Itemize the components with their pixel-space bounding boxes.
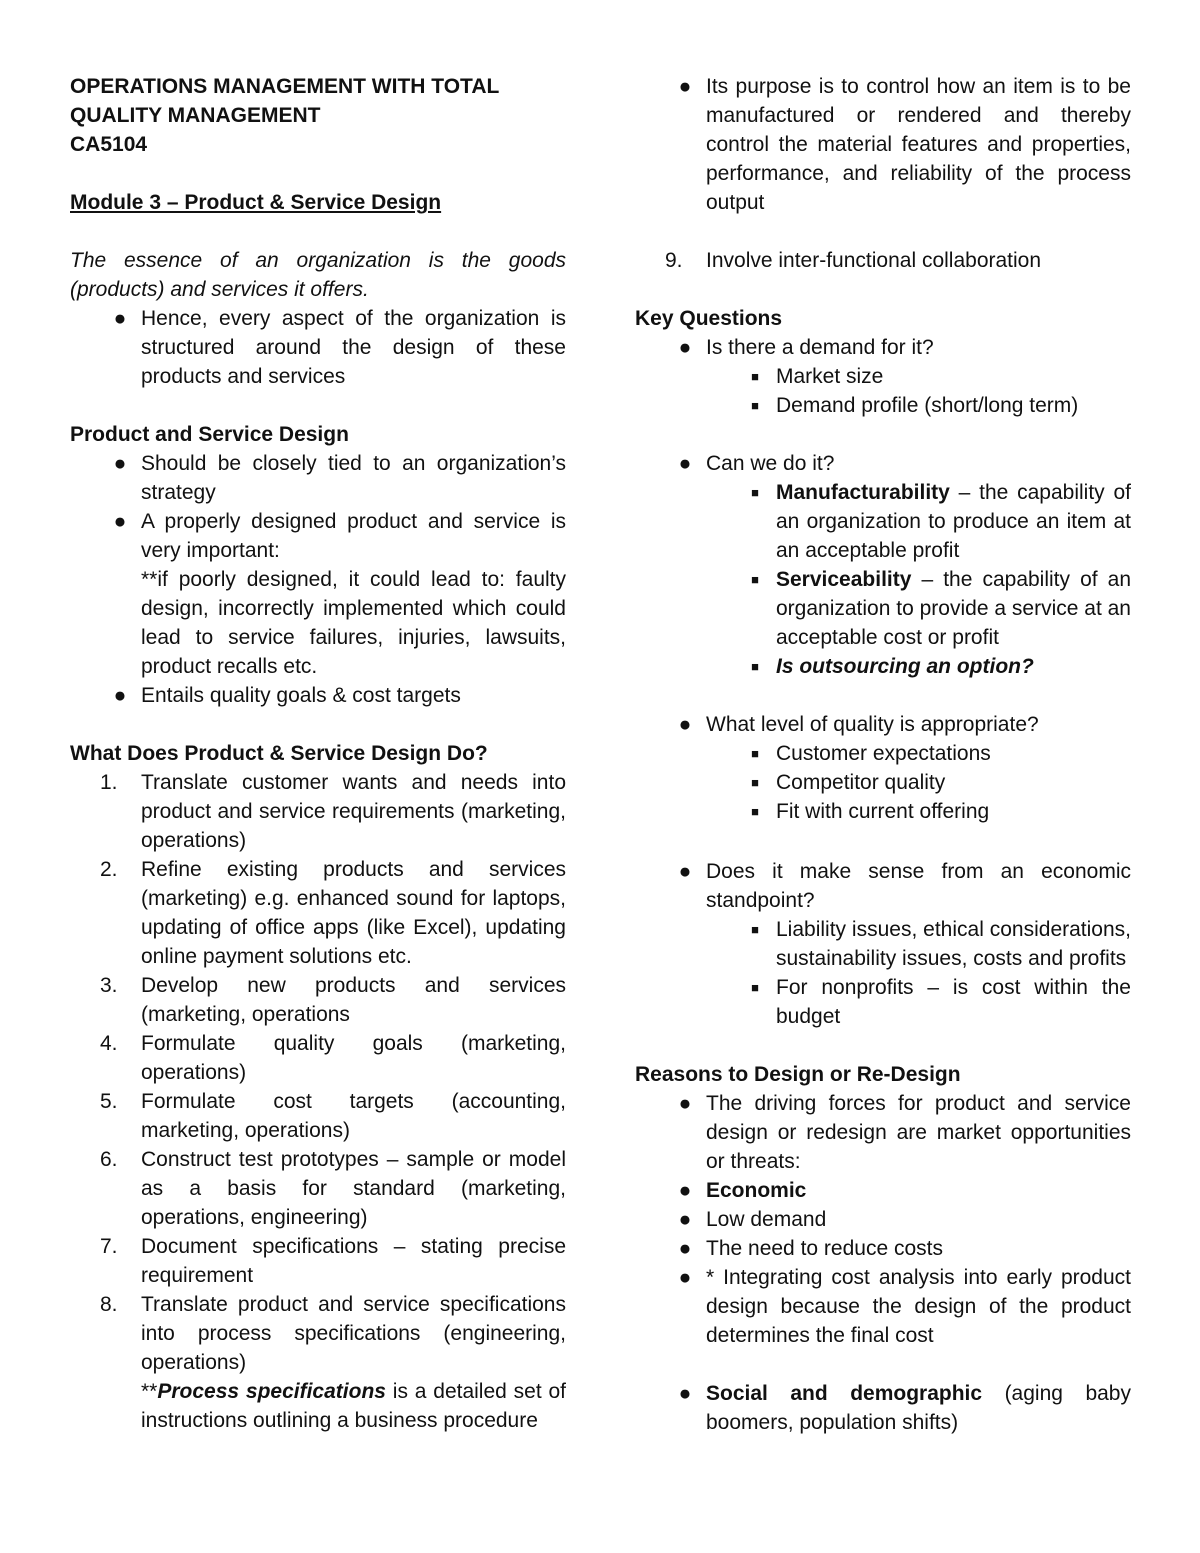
section-heading-product-service-design: Product and Service Design — [70, 423, 349, 446]
list-item: ● What level of quality is appropriate? — [635, 710, 1131, 739]
bullet-icon: ● — [678, 1092, 692, 1115]
sub-list-item: ■ Market size — [635, 362, 1131, 391]
list-item: ● Its purpose is to control how an item is to be manufactured or rendered and thereby control the material features and properties, performance, and reliability of the process output — [635, 72, 1131, 217]
section-heading-reasons-to-design: Reasons to Design or Re-Design — [635, 1063, 961, 1086]
bullet-icon: ● — [678, 713, 692, 736]
list-item: ● A properly designed product and service is very important: — [70, 507, 566, 565]
sub-list-item: ■ For nonprofits – is cost within the budget — [635, 973, 1131, 1031]
bullet-icon: ● — [678, 1179, 692, 1202]
list-item: ● The need to reduce costs — [635, 1234, 1131, 1263]
square-bullet-icon: ■ — [751, 572, 759, 587]
bullet-icon: ● — [113, 510, 127, 533]
numbered-item: 4. Formulate quality goals (marketing, operations) — [100, 1032, 566, 1084]
list-item: ● Should be closely tied to an organization’s strategy — [70, 449, 566, 507]
section-heading-what-does-design-do: What Does Product & Service Design Do? — [70, 742, 488, 765]
bullet-icon: ● — [113, 684, 127, 707]
numbered-item: 1. Translate customer wants and needs into product and service requirements (marketing, operations) — [100, 771, 566, 852]
bullet-icon: ● — [678, 1382, 692, 1405]
poor-design-note: **if poorly designed, it could lead to: faulty design, incorrectly implemented which could lead to service failures, injuries, lawsuits, product recalls etc. — [141, 568, 566, 678]
course-title-line-2: QUALITY MANAGEMENT — [70, 104, 321, 127]
sub-list-item: ■ Fit with current offering — [635, 797, 1131, 826]
bullet-icon: ● — [678, 336, 692, 359]
bullet-icon: ● — [678, 1208, 692, 1231]
list-item: ● Social and demographic (aging baby boomers, population shifts) — [635, 1379, 1131, 1437]
sub-list-item: ■ Is outsourcing an option? — [635, 652, 1131, 681]
square-bullet-icon: ■ — [751, 775, 759, 790]
bullet-icon: ● — [678, 860, 692, 883]
sub-list-item: ■ Serviceability – the capability of an organization to provide a service at an acceptable cost or profit — [635, 565, 1131, 652]
intro-text: The essence of an organization is the goods (products) and services it offers. — [70, 249, 566, 301]
numbered-item: 9. Involve inter-functional collaboration — [665, 249, 1042, 272]
sub-list-item: ■ Manufacturability – the capability of an organization to produce an item at an acceptable profit — [635, 478, 1131, 565]
numbered-item: 7. Document specifications – stating precise requirement — [100, 1235, 566, 1287]
numbered-item: 2. Refine existing products and services (marketing) e.g. enhanced sound for laptops, updating of office apps (like Excel), updating online payment solutions etc. — [100, 858, 566, 968]
square-bullet-icon: ■ — [751, 659, 759, 674]
module-title: Module 3 – Product & Service Design — [70, 191, 442, 214]
section-heading-key-questions: Key Questions — [635, 307, 783, 330]
numbered-item: 8. Translate product and service specifications into process specifications (engineering, operations) — [100, 1293, 566, 1374]
process-spec-note: **Process specifications is a detailed set of instructions outlining a business procedure — [141, 1380, 566, 1432]
square-bullet-icon: ■ — [751, 746, 759, 761]
sub-list-item: ■ Demand profile (short/long term) — [635, 391, 1131, 420]
list-item: ● Can we do it? — [635, 449, 1131, 478]
square-bullet-icon: ■ — [751, 369, 759, 384]
bullet-icon: ● — [113, 452, 127, 475]
bullet-icon: ● — [678, 1266, 692, 1289]
list-item: ● Entails quality goals & cost targets — [70, 681, 566, 710]
square-bullet-icon: ■ — [751, 922, 759, 937]
right-column — [635, 72, 1131, 1437]
numbered-item: 5. Formulate cost targets (accounting, marketing, operations) — [100, 1090, 566, 1142]
list-item: ● * Integrating cost analysis into early product design because the design of the product determines the final cost — [635, 1263, 1131, 1350]
square-bullet-icon: ■ — [751, 980, 759, 995]
bullet-icon: ● — [113, 307, 127, 330]
sub-list-item: ■ Liability issues, ethical considerations, sustainability issues, costs and profits — [635, 915, 1131, 973]
bullet-icon: ● — [678, 1237, 692, 1260]
numbered-item: 6. Construct test prototypes – sample or model as a basis for standard (marketing, operations, engineering) — [100, 1148, 566, 1229]
list-item: ● Economic — [635, 1176, 1131, 1205]
bullet-icon: ● — [678, 75, 692, 98]
square-bullet-icon: ■ — [751, 804, 759, 819]
list-item: ● Is there a demand for it? — [635, 333, 1131, 362]
bullet-icon: ● — [678, 452, 692, 475]
course-title-line-1: OPERATIONS MANAGEMENT WITH TOTAL — [70, 75, 500, 98]
list-item: ● Does it make sense from an economic standpoint? — [635, 857, 1131, 915]
square-bullet-icon: ■ — [751, 398, 759, 413]
list-item: ● The driving forces for product and service design or redesign are market opportunities or threats: — [635, 1089, 1131, 1176]
list-item: ● Hence, every aspect of the organization is structured around the design of these products and services — [70, 304, 566, 391]
square-bullet-icon: ■ — [751, 485, 759, 500]
course-code: CA5104 — [70, 133, 148, 156]
left-column — [70, 72, 566, 1435]
list-item: ● Low demand — [635, 1205, 1131, 1234]
sub-list-item: ■ Customer expectations — [635, 739, 1131, 768]
sub-list-item: ■ Competitor quality — [635, 768, 1131, 797]
numbered-item: 3. Develop new products and services (marketing, operations — [100, 974, 566, 1026]
